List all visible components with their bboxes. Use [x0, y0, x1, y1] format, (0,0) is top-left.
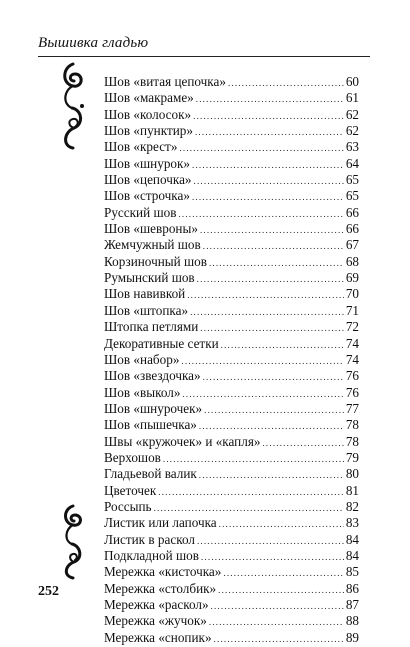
toc-entry-page: 80 — [345, 466, 359, 482]
toc-entry — [104, 613, 359, 629]
dot-leader — [221, 337, 344, 353]
toc-entry-page: 71 — [345, 302, 359, 318]
toc-entry-title: Шов навивкой — [104, 286, 186, 302]
toc-entry-title: Мережка «раскол» — [104, 597, 209, 612]
toc-entry — [104, 205, 359, 221]
toc-entry-title: Шов «строчка» — [104, 188, 190, 204]
toc-entry-page: 76 — [345, 368, 359, 384]
toc-entry-title: Мережка «кисточка» — [104, 564, 222, 580]
dot-leader — [193, 108, 344, 124]
toc-entry-title: Шов «звездочка» — [104, 368, 201, 384]
toc-entry-title: Шов «крест» — [104, 139, 178, 155]
toc-entry-page: 74 — [345, 335, 359, 351]
toc-entry — [104, 630, 359, 646]
toc-entry-title: Шов «макраме» — [104, 90, 194, 106]
toc-entry-page: 62 — [345, 123, 359, 139]
toc-entry-page: 64 — [345, 155, 359, 171]
dot-leader — [199, 467, 344, 483]
toc-entry-title: Мережка «столбик» — [104, 580, 217, 596]
toc-entry-title: Мережка «снопик» — [104, 629, 212, 645]
table-of-contents — [104, 74, 359, 646]
toc-entry-page: 70 — [345, 286, 359, 302]
toc-entry-title: Шов «шевроны» — [104, 221, 198, 237]
toc-entry-page: 63 — [345, 139, 359, 155]
dot-leader — [197, 271, 344, 287]
dot-leader — [209, 614, 344, 630]
toc-entry-title: Россыпь — [104, 498, 152, 514]
toc-entry — [104, 237, 359, 253]
toc-entry-title: Шов «цепочка» — [104, 172, 192, 188]
running-head: Вышивка гладью — [38, 35, 149, 51]
toc-entry — [104, 156, 359, 172]
toc-entry — [104, 107, 359, 123]
dot-leader — [219, 516, 344, 532]
toc-entry-title: Шов «пунктир» — [104, 123, 193, 139]
toc-entry-title: Верхошов — [104, 449, 161, 465]
toc-entry-title: Листик или лапочка — [104, 515, 217, 531]
toc-entry-title: Шов «шнурочек» — [104, 400, 203, 416]
toc-entry-page: 89 — [345, 629, 359, 645]
toc-entry-title: Шов «колосок» — [104, 106, 192, 122]
toc-entry — [104, 336, 359, 352]
dot-leader — [197, 533, 344, 549]
toc-entry — [104, 597, 359, 613]
toc-entry — [104, 401, 359, 417]
toc-entry-page: 78 — [345, 417, 359, 433]
toc-entry-title: Корзиночный шов — [104, 253, 207, 269]
toc-entry — [104, 548, 359, 564]
toc-entry-title: Шов «витая цепочка» — [104, 74, 226, 89]
toc-entry-title: Шов «выкол» — [104, 384, 181, 400]
dot-leader — [204, 402, 344, 418]
dot-leader — [187, 287, 344, 303]
toc-entry-page: 67 — [345, 237, 359, 253]
toc-entry-page: 79 — [345, 449, 359, 465]
toc-entry-page: 85 — [345, 564, 359, 580]
footer-dotted-rule — [66, 592, 370, 598]
toc-entry — [104, 270, 359, 286]
toc-entry — [104, 368, 359, 384]
dot-leader — [199, 418, 344, 434]
toc-entry-page: 84 — [345, 547, 359, 563]
toc-entry-title: Шов «шнурок» — [104, 155, 191, 171]
toc-entry-page: 68 — [345, 253, 359, 269]
toc-entry-page: 84 — [345, 531, 359, 547]
toc-entry — [104, 303, 359, 319]
toc-entry — [104, 172, 359, 188]
toc-entry-page: 76 — [345, 384, 359, 400]
toc-entry — [104, 515, 359, 531]
dot-leader — [201, 549, 344, 565]
dot-leader — [214, 631, 344, 647]
toc-entry — [104, 221, 359, 237]
toc-entry-title: Шов «штопка» — [104, 302, 189, 318]
dot-leader — [223, 565, 343, 581]
toc-entry — [104, 499, 359, 515]
toc-entry — [104, 483, 359, 499]
dot-leader — [192, 157, 344, 173]
toc-entry-page: 65 — [345, 172, 359, 188]
toc-entry-title: Цветочек — [104, 482, 157, 498]
toc-entry — [104, 123, 359, 139]
toc-entry-page: 65 — [345, 188, 359, 204]
toc-entry — [104, 286, 359, 302]
toc-entry-title: Гладьевой валик — [104, 466, 197, 482]
toc-entry-page: 77 — [345, 400, 359, 416]
toc-entry — [104, 532, 359, 548]
toc-entry-page: 60 — [345, 74, 359, 89]
toc-entry-page: 83 — [345, 515, 359, 531]
toc-entry-page: 78 — [345, 433, 359, 449]
toc-entry-title: Румынский шов — [104, 270, 195, 286]
toc-entry-page: 87 — [345, 597, 359, 612]
dot-leader — [158, 484, 344, 500]
toc-entry-title: Мережка «жучок» — [104, 613, 207, 629]
dot-leader — [154, 500, 344, 516]
toc-entry-title: Жемчужный шов — [104, 237, 201, 253]
toc-entry-title: Швы «кружочек» и «капля» — [104, 433, 261, 449]
toc-entry-page: 66 — [345, 221, 359, 237]
toc-entry-page: 88 — [345, 613, 359, 629]
toc-entry-title: Листик в раскол — [104, 531, 195, 547]
toc-entry-page: 82 — [345, 498, 359, 514]
toc-entry-title: Русский шов — [104, 204, 177, 220]
scroll-ornament-icon — [56, 503, 90, 581]
toc-entry — [104, 254, 359, 270]
dot-leader — [178, 206, 343, 222]
scroll-ornament-icon — [56, 60, 90, 152]
toc-entry — [104, 139, 359, 155]
header-rule — [38, 56, 370, 57]
dot-leader — [179, 140, 343, 156]
dot-leader — [203, 369, 344, 385]
toc-entry-title: Шов «пышечка» — [104, 417, 197, 433]
dot-leader — [190, 304, 344, 320]
toc-entry-title: Декоративные сетки — [104, 335, 219, 351]
dot-leader — [228, 75, 344, 91]
dot-leader — [203, 238, 344, 254]
dot-leader — [211, 598, 344, 614]
toc-entry-page: 86 — [345, 580, 359, 596]
toc-entry — [104, 385, 359, 401]
dot-leader — [200, 320, 344, 336]
toc-entry-page: 81 — [345, 482, 359, 498]
toc-entry-title: Шов «набор» — [104, 351, 180, 367]
toc-entry-page: 69 — [345, 270, 359, 286]
toc-entry — [104, 417, 359, 433]
toc-entry-page: 66 — [345, 204, 359, 220]
toc-entry-page: 74 — [345, 351, 359, 367]
dot-leader — [194, 173, 344, 189]
dot-leader — [163, 451, 344, 467]
toc-entry — [104, 188, 359, 204]
toc-entry-page: 62 — [345, 106, 359, 122]
dot-leader — [195, 124, 344, 140]
toc-entry — [104, 466, 359, 482]
dot-leader — [181, 353, 343, 369]
toc-entry — [104, 90, 359, 106]
toc-entry — [104, 450, 359, 466]
toc-entry-page: 61 — [345, 90, 359, 106]
toc-entry — [104, 352, 359, 368]
toc-entry — [104, 434, 359, 450]
dot-leader — [200, 222, 344, 238]
dot-leader — [209, 255, 344, 271]
dot-leader — [262, 435, 343, 451]
toc-entry-title: Подкладной шов — [104, 547, 199, 563]
page-number: 252 — [38, 584, 59, 599]
dot-leader — [196, 91, 344, 107]
toc-entry — [104, 319, 359, 335]
toc-entry-title: Штопка петлями — [104, 319, 199, 335]
toc-entry — [104, 564, 359, 580]
dot-leader — [192, 189, 344, 205]
toc-entry — [104, 74, 359, 90]
toc-entry-page: 72 — [345, 319, 359, 335]
dot-leader — [182, 386, 343, 402]
